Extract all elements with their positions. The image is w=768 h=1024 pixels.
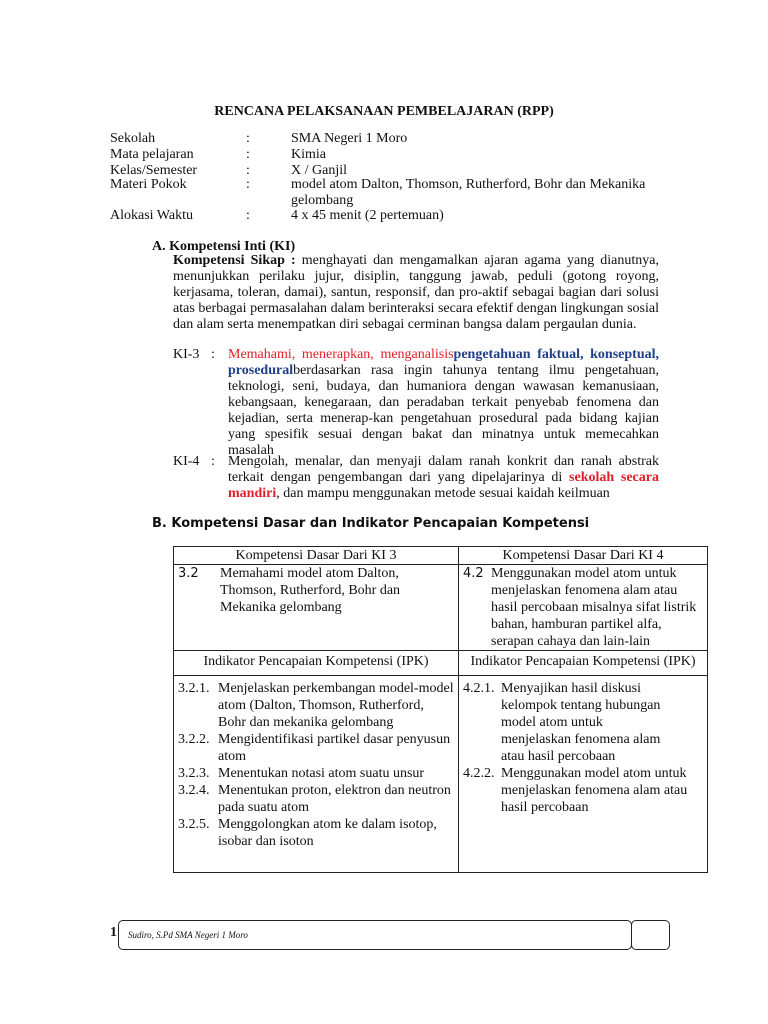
ki3-rest-text: berdasarkan rasa ingin tahunya tentang ilmu pengetahuan, teknologi, seni, budaya, dan humaniora dengan wawasan kemanusiaan, kebangsaan, kenegaraan, dan peradaban terkait penyebab fenomena dan kejadian, serta menerap-kan pengetahuan prosedural pada bidang kajian yang spesifik sesuai dengan bakat dan minatnya untuk memecahkan masalah [228, 363, 659, 458]
identity-colon: : [246, 208, 250, 223]
kd4-text: Menggunakan model atom untuk menjelaskan fenomena alam atau hasil percobaan misalnya sifat listrik bahan, hamburan partikel alfa, serapan cahaya dan lain-lain [491, 566, 697, 649]
identity-colon: : [246, 163, 250, 178]
section-a-heading: A. Kompetensi Inti (KI) [152, 239, 296, 254]
ki3-label: KI-3 [173, 347, 200, 362]
ki4-text-1: Mengolah, menalar, dan menyaji dalam ranah konkrit dan ranah abstrak terkait dengan pengembangan dari yang dipelajarinya di [228, 454, 659, 485]
identity-colon: : [246, 177, 250, 192]
ipk3-header: Indikator Pencapaian Kompetensi (IPK) [174, 651, 459, 676]
ipk-content-row [174, 676, 708, 873]
page-number: 1 [110, 925, 117, 940]
ipk4-text: Menggunakan model atom untuk menjelaskan fenomena alam atau hasil percobaan [501, 766, 688, 815]
ki3-text [228, 347, 659, 459]
ipk3-text: Menggolongkan atom ke dalam isotop, isobar dan isoton [218, 817, 437, 849]
ipk3-text: Menentukan proton, elektron dan neutron pada suatu atom [218, 783, 451, 815]
kd3-number: 3.2 [178, 566, 199, 581]
ki4-red-text: sekolah secara mandiri [228, 470, 659, 501]
ipk3-number: 3.2.1. [178, 681, 210, 696]
ipk-header-row [174, 651, 708, 676]
ki4-text-2: , dan mampu menggunakan metode sesuai kaidah keilmuan [276, 486, 610, 501]
ipk3-number: 3.2.5. [178, 817, 210, 832]
ipk4-text: Menyajikan hasil diskusi kelompok tentang hubungan model atom untuk menjelaskan fenomena alam atau hasil percobaan [501, 681, 661, 764]
ipk3-text: Mengidentifikasi partikel dasar penyusun atom [218, 732, 451, 764]
footer-side-box [631, 920, 670, 950]
ipk3-text: Menjelaskan perkembangan model-model atom (Dalton, Thomson, Rutherford, Bohr dan mekanika gelombang [218, 681, 454, 730]
identity-label: Kelas/Semester [110, 163, 198, 178]
ipk3-number: 3.2.4. [178, 783, 210, 798]
ipk3-number: 3.2.3. [178, 766, 210, 781]
ipk3-text: Menentukan notasi atom suatu unsur [218, 766, 425, 781]
sikap-text: menghayati dan mengamalkan ajaran agama yang dianutnya, menunjukkan perilaku jujur, disiplin, tanggung jawab, peduli (gotong royong, kerjasama, toleran, damai), santun, responsif, dan pro-aktif sebagai bagian dari solusi atas berbagai permasalahan dalam berinteraksi secara efektif dengan lingkungan sosial dan alam serta menempatkan diri sebagai cerminan bangsa dalam pergaulan dunia. [173, 253, 659, 332]
kd-header-row [174, 547, 708, 565]
identity-label: Mata pelajaran [110, 147, 194, 162]
ki4-label: KI-4 [173, 454, 200, 469]
ipk4-cell [459, 676, 708, 873]
ki3-blue-text: pengetahuan faktual, konseptual, prosedural [228, 347, 659, 378]
identity-label: Materi Pokok [110, 177, 187, 192]
identity-label: Sekolah [110, 131, 156, 146]
identity-value: 4 x 45 menit (2 pertemuan) [291, 208, 444, 223]
ipk4-header: Indikator Pencapaian Kompetensi (IPK) [459, 651, 708, 676]
identity-value: SMA Negeri 1 Moro [291, 131, 408, 146]
ipk3-cell [174, 676, 459, 873]
identity-value: Kimia [291, 147, 326, 162]
kd3-text: Memahami model atom Dalton, Thomson, Rutherford, Bohr dan Mekanika gelombang [220, 566, 401, 615]
kd4-header: Kompetensi Dasar Dari KI 4 [459, 547, 708, 565]
list-item [178, 680, 454, 731]
ki3-red-text: Memahami, menerapkan, menganalisis [228, 347, 454, 362]
ipk4-number: 4.2.1. [463, 681, 495, 696]
list-item [463, 765, 703, 816]
identity-colon: : [246, 131, 250, 146]
section-b-heading: B. Kompetensi Dasar dan Indikator Pencapaian Kompetensi [152, 516, 590, 531]
list-item [178, 782, 454, 816]
kd4-number: 4.2 [463, 566, 484, 581]
ipk3-number: 3.2.2. [178, 732, 210, 747]
identity-label: Alokasi Waktu [110, 208, 193, 223]
ipk4-number: 4.2.2. [463, 766, 495, 781]
ki4-colon: : [211, 454, 215, 469]
list-item [178, 731, 454, 765]
sikap-label: Kompetensi Sikap : [173, 253, 296, 268]
kd3-header: Kompetensi Dasar Dari KI 3 [174, 547, 459, 565]
list-item [178, 765, 454, 782]
identity-value: X / Ganjil [291, 163, 347, 178]
ki3-colon: : [211, 347, 215, 362]
kd-content-row [174, 565, 708, 651]
list-item [463, 680, 703, 765]
document-title: RENCANA PELAKSANAAN PEMBELAJARAN (RPP) [214, 104, 554, 119]
kompetensi-sikap [173, 253, 659, 333]
identity-value: model atom Dalton, Thomson, Rutherford, Bohr dan Mekanika gelombang [291, 177, 646, 208]
kd4-cell [459, 565, 708, 651]
footer-text: Sudiro, S.Pd SMA Negeri 1 Moro [128, 930, 248, 940]
kd-table [173, 546, 708, 873]
kd3-cell [174, 565, 459, 651]
list-item [178, 816, 454, 850]
identity-colon: : [246, 147, 250, 162]
ki4-text [228, 454, 659, 502]
